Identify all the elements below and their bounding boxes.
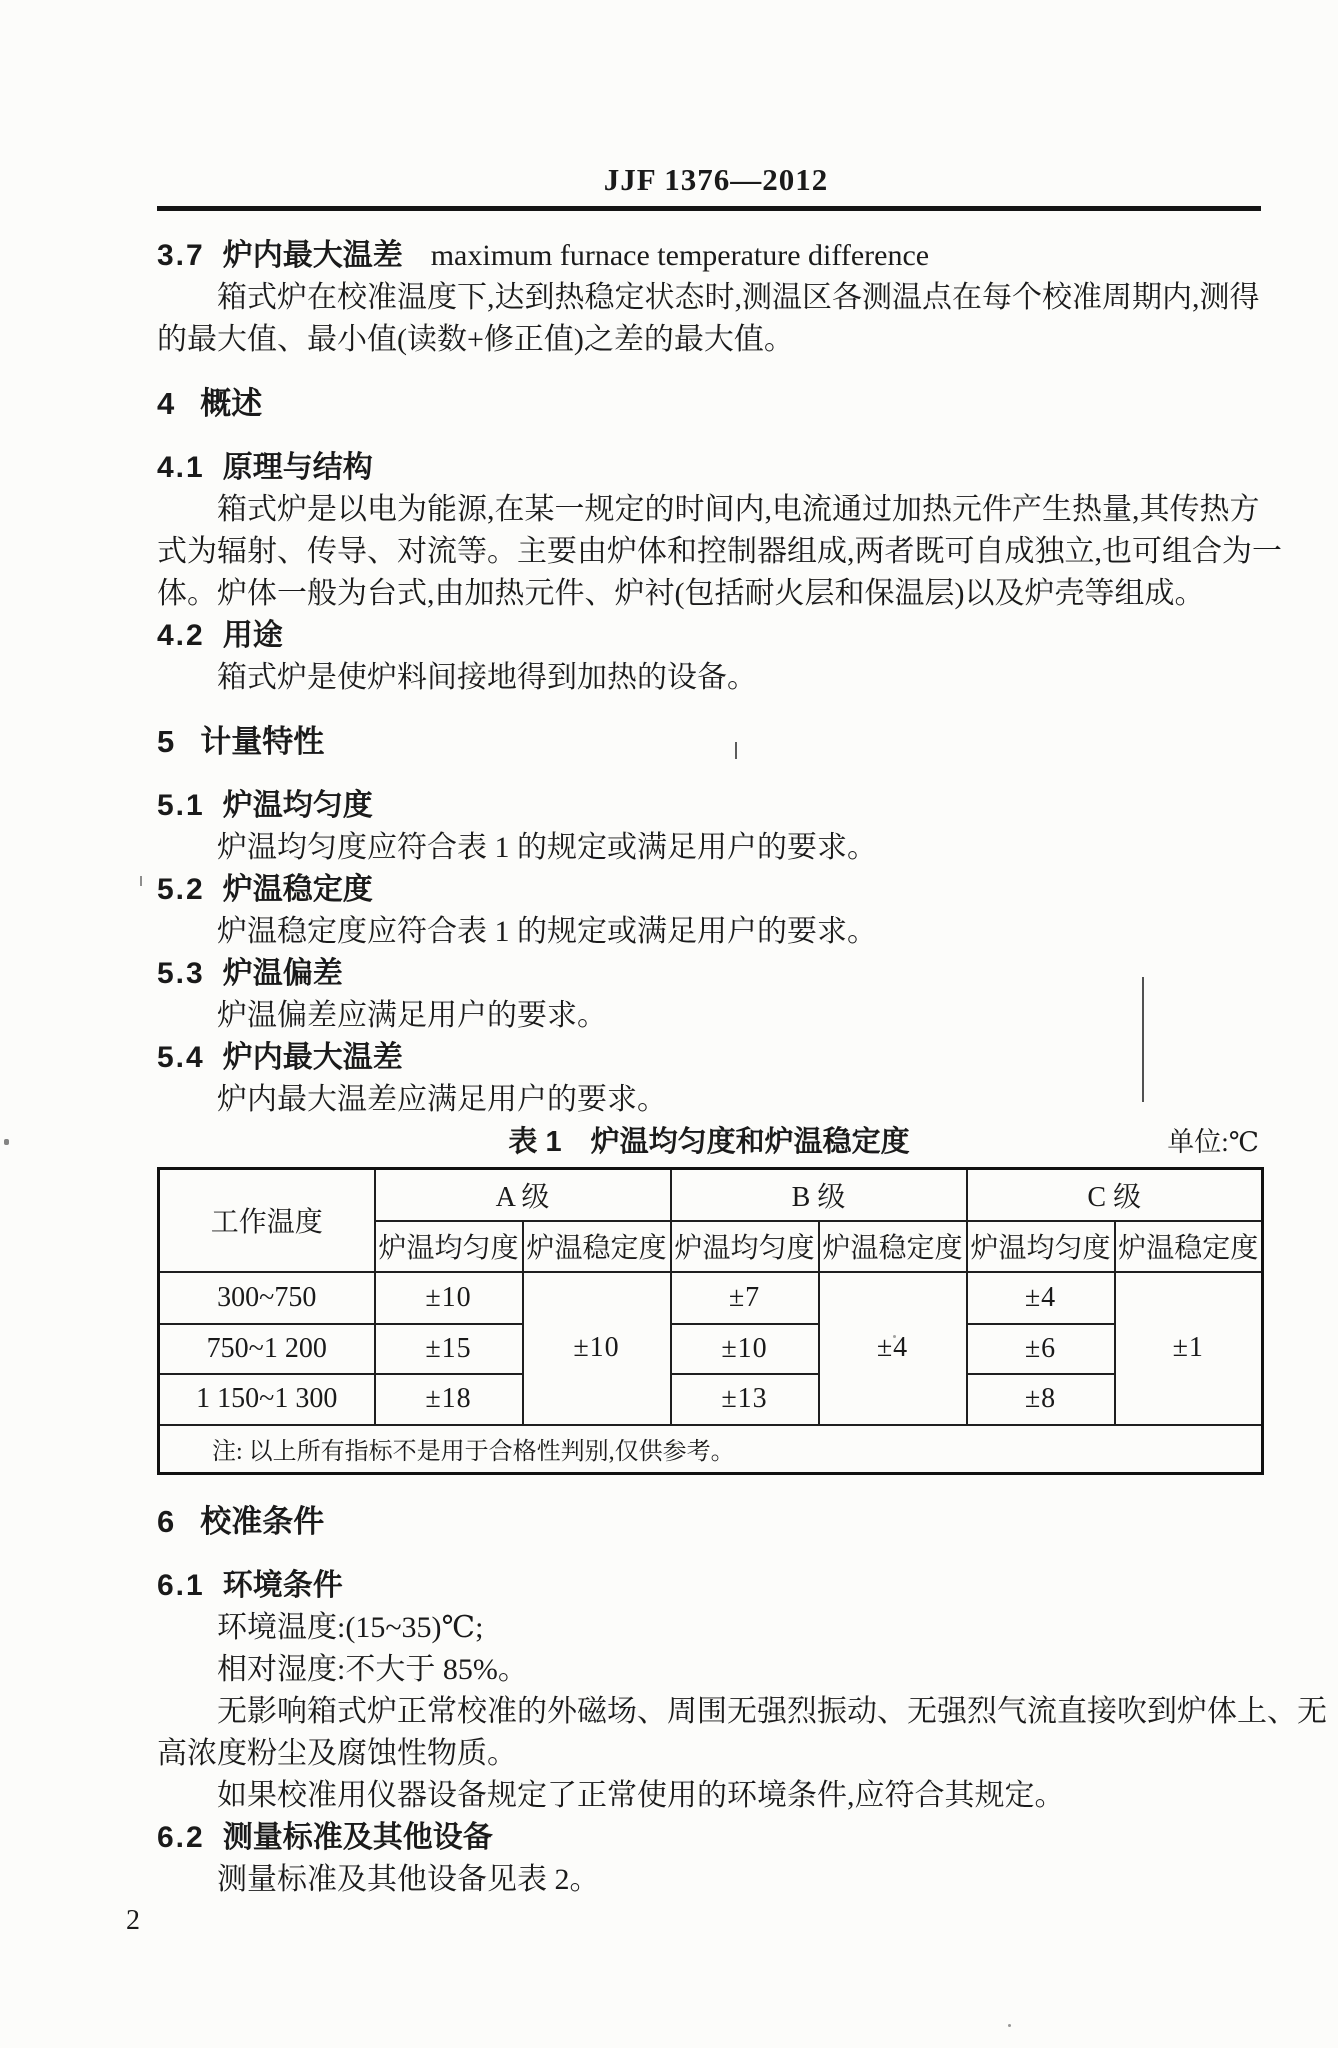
clause-number: 5.1 [157,789,205,822]
clause-number: 6.1 [157,1569,205,1602]
clause-number: 3.7 [157,239,205,272]
col-header-c-stability: 炉温稳定度 [1115,1221,1263,1272]
clause-title: 原理与结构 [222,451,373,484]
scan-artifact-tick [735,742,737,759]
table-note: 注: 以上所有指标不是用于合格性判别,仅供参考。 [159,1425,1263,1474]
paragraph-line: 箱式炉是以电为能源,在某一规定的时间内,电流通过加热元件产生热量,其传热方 [217,493,1260,526]
clause-6-2-heading [157,1817,1261,1859]
clause-title: 环境条件 [222,1569,343,1602]
clause-5-3-heading [157,953,1261,995]
cell-c-uniformity: ±4 [967,1272,1115,1324]
clause-title: 用途 [222,619,283,652]
paragraph-line: 高浓度粉尘及腐蚀性物质。 [157,1737,517,1770]
paragraph-line: 式为辐射、传导、对流等。主要由炉体和控制器组成,两者既可自成独立,也可组合为一 [157,535,1282,568]
table-note-row [159,1425,1263,1474]
cell-b-stability: ±4 [819,1272,967,1425]
cell-range: 750~1 200 [159,1324,375,1374]
clause-title: 测量标准及其他设备 [222,1821,493,1854]
chapter-title: 校准条件 [200,1504,325,1539]
cell-c-stability: ±1 [1115,1272,1263,1425]
chapter-5-heading [157,719,1261,765]
paragraph-line: 炉温均匀度应符合表 1 的规定或满足用户的要求。 [217,831,877,864]
page-number: 2 [126,1905,140,1936]
clause-title: 炉温稳定度 [222,873,373,906]
clause-number: 4.1 [157,451,205,484]
paragraph-line: 炉温偏差应满足用户的要求。 [217,999,607,1032]
chapter-number: 6 [157,1504,175,1539]
clause-5-1-heading [157,785,1261,827]
chapter-title: 计量特性 [200,724,325,759]
col-header-c-uniformity: 炉温均匀度 [967,1221,1115,1272]
chapter-number: 5 [157,724,175,759]
clause-title-zh: 炉内最大温差 [222,239,403,272]
chapter-number: 4 [157,386,175,421]
scan-artifact-vertical-line [1142,977,1144,1102]
clause-number: 4.2 [157,619,205,652]
cell-a-uniformity: ±10 [375,1272,523,1324]
table-row [159,1324,1263,1374]
paragraph-line: 无影响箱式炉正常校准的外磁场、周围无强烈振动、无强烈气流直接吹到炉体上、无 [217,1695,1327,1728]
clause-6-1-heading [157,1565,1261,1607]
header-rule [157,206,1261,211]
paragraph-line: 炉内最大温差应满足用户的要求。 [217,1083,667,1116]
clause-number: 5.3 [157,957,205,990]
scan-artifact-tick [140,876,142,886]
table-1 [157,1167,1264,1475]
page-content [157,0,1327,1901]
scan-artifact-edge-mark [4,1139,9,1145]
chapter-4-heading [157,381,1261,427]
clause-title: 炉内最大温差 [222,1041,403,1074]
clause-title: 炉温偏差 [222,957,343,990]
clause-number: 5.4 [157,1041,205,1074]
paragraph-line: 炉温稳定度应符合表 1 的规定或满足用户的要求。 [217,915,877,948]
table-header-row-groups [159,1169,1263,1221]
cell-a-stability: ±10 [523,1272,671,1425]
scan-artifact-dot [893,1335,896,1338]
paragraph-line: 箱式炉在校准温度下,达到热稳定状态时,测温区各测温点在每个校准周期内,测得 [217,281,1260,314]
table-1-unit-label: 单位:℃ [1167,1127,1259,1157]
cell-range: 300~750 [159,1272,375,1324]
chapter-title: 概述 [200,386,263,421]
col-header-working-temperature: 工作温度 [159,1169,375,1272]
clause-number: 5.2 [157,873,205,906]
col-header-b-uniformity: 炉温均匀度 [671,1221,819,1272]
col-group-a: A 级 [375,1169,671,1221]
cell-b-uniformity: ±10 [671,1324,819,1374]
table-1-caption-row [157,1121,1261,1163]
table-row [159,1374,1263,1425]
clause-5-4-heading [157,1037,1261,1079]
cell-b-uniformity: ±7 [671,1272,819,1324]
col-header-a-uniformity: 炉温均匀度 [375,1221,523,1272]
paragraph-line: 环境温度:(15~35)℃; [217,1611,484,1644]
table-row [159,1272,1263,1324]
paragraph-line: 箱式炉是使炉料间接地得到加热的设备。 [217,661,757,694]
col-header-a-stability: 炉温稳定度 [523,1221,671,1272]
clause-title-en: maximum furnace temperature difference [430,239,930,272]
clause-4-1-heading [157,447,1261,489]
col-group-b: B 级 [671,1169,967,1221]
doc-number: JJF 1376—2012 [603,162,829,197]
cell-a-uniformity: ±18 [375,1374,523,1425]
cell-c-uniformity: ±8 [967,1374,1115,1425]
clause-3-7-heading [157,235,1261,277]
cell-a-uniformity: ±15 [375,1324,523,1374]
col-group-c: C 级 [967,1169,1263,1221]
clause-4-2-heading [157,615,1261,657]
col-header-b-stability: 炉温稳定度 [819,1221,967,1272]
clause-5-2-heading [157,869,1261,911]
paragraph-line: 如果校准用仪器设备规定了正常使用的环境条件,应符合其规定。 [217,1779,1065,1812]
clause-number: 6.2 [157,1821,205,1854]
scan-artifact-dot [1008,2024,1011,2027]
paragraph-line: 体。炉体一般为台式,由加热元件、炉衬(包括耐火层和保温层)以及炉壳等组成。 [157,577,1205,610]
paragraph-line: 相对湿度:不大于 85%。 [217,1653,528,1686]
cell-c-uniformity: ±6 [967,1324,1115,1374]
paragraph-line: 测量标准及其他设备见表 2。 [217,1863,600,1896]
cell-b-uniformity: ±13 [671,1374,819,1425]
cell-range: 1 150~1 300 [159,1374,375,1425]
clause-title: 炉温均匀度 [222,789,373,822]
table-1-caption: 表 1 炉温均匀度和炉温稳定度 [508,1126,910,1158]
chapter-6-heading [157,1499,1261,1545]
paragraph-line: 的最大值、最小值(读数+修正值)之差的最大值。 [157,323,794,356]
